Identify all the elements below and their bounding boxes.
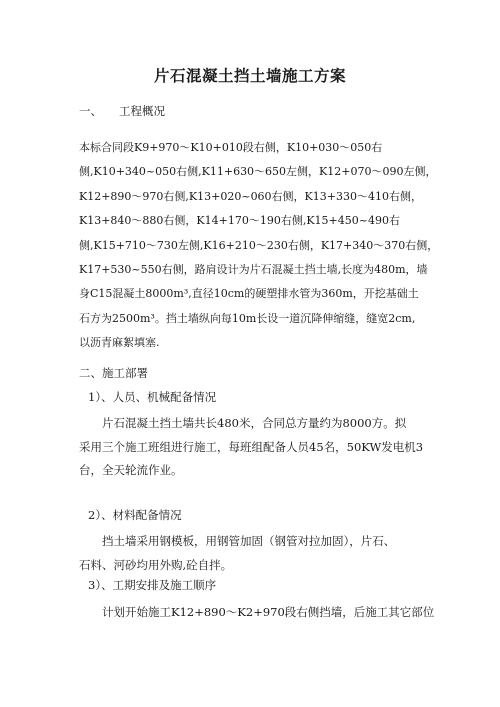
materials-paragraph	[79, 530, 429, 577]
paragraph-line: K12+890～970右侧,K13+020~060右侧，K13+330～410右侧，	[79, 189, 422, 203]
section-1-title: 工程概况	[119, 104, 165, 118]
paragraph-line: K13+840～880右侧，K14+170～190右侧,K15+450~490右	[79, 214, 400, 228]
subsection-3-heading: 3）、工期安排及施工顺序	[88, 578, 217, 592]
paragraph-line: 石方为2500m³。挡土墙纵向每10m长设一道沉降伸缩缝，缝宽2cm,	[79, 311, 416, 325]
paragraph-line: 计划开始施工K12+890～K2+970段右侧挡墙，后施工其它部位	[102, 605, 435, 619]
section-2-heading: 二、施工部署	[79, 366, 148, 380]
paragraph-line: 身C15混凝土8000m³,直径10cm的硬塑排水管为360m，开挖基础土	[79, 287, 419, 301]
document-title: 片石混凝土挡土墙施工方案	[153, 66, 346, 85]
section-1-number: 一、	[79, 104, 102, 118]
paragraph-line: 片石混凝土挡土墙共长480米，合同总方量约为8000方。拟	[102, 416, 407, 430]
paragraph-line: 采用三个施工班组进行施工，每班组配备人员45名，50KW发电机3	[79, 439, 424, 454]
schedule-paragraph	[79, 601, 435, 625]
paragraph-line: 侧,K15+710～730左侧,K16+210～230右侧，K17+340～370右侧，	[79, 238, 439, 252]
section-1-heading	[79, 103, 165, 119]
paragraph-line: 台，全天轮流作业。	[79, 463, 183, 477]
project-overview-paragraph	[79, 136, 439, 356]
subsection-2-heading: 2）、材料配备情况	[88, 508, 182, 522]
paragraph-line: 侧,K10+340~050右侧,K11+630～650左侧，K12+070～090左侧，	[79, 165, 437, 179]
staffing-paragraph	[79, 412, 429, 483]
subsection-1-heading: 1）、人员、机械配备情况	[88, 390, 217, 404]
paragraph-line: 本标合同段K9+970～K10+010段右侧，K10+030～050右	[79, 141, 383, 154]
paragraph-line: K17+530~550右侧，路肩设计为片石混凝土挡土墙,长度为480m，墙	[79, 262, 428, 276]
paragraph-line: 挡土墙采用钢模板，用钢管加固（钢管对拉加固），片石、	[102, 534, 396, 548]
paragraph-line: 以沥青麻絮填塞.	[79, 336, 160, 350]
paragraph-line: 石料、河砂均用外购,砼自拌。	[79, 557, 233, 572]
